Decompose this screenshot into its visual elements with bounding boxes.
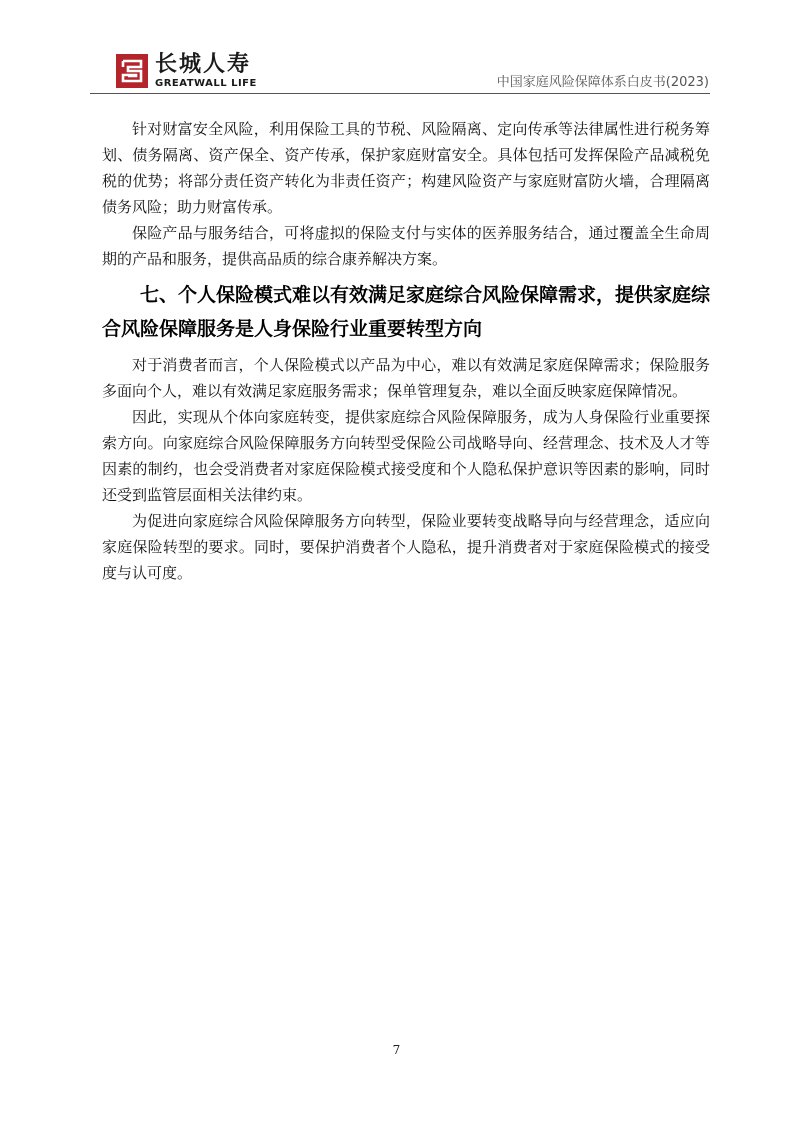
paragraph: 针对财富安全风险，利用保险工具的节税、风险隔离、定向传承等法律属性进行税务筹划、债务隔离、资产保全、资产传承，保护家庭财富安全。具体包括可发挥保险产品减税免税的优势；将部分责任资产转化为非责任资产；构建风险资产与家庭财富防火墙，合理隔离债务风险；助力财富传承。 [102, 120, 710, 216]
section-heading: 七、个人保险模式难以有效满足家庭综合风险保障需求，提供家庭综合风险保障服务是人身保险行业重要转型方向 [102, 284, 711, 340]
paragraph: 为促进向家庭综合风险保障服务方向转型，保险业要转变战略导向与经营理念，适应向家庭保险转型的要求。同时，要保护消费者个人隐私，提升消费者对于家庭保险模式的接受度与认可度。 [102, 512, 710, 582]
page-header [0, 0, 793, 96]
page-content [102, 116, 710, 586]
paragraph: 对于消费者而言，个人保险模式以产品为中心，难以有效满足家庭保障需求；保险服务多面向个人，难以有效满足家庭服务需求；保单管理复杂，难以全面反映家庭保障情况。 [102, 356, 710, 400]
paragraph: 保险产品与服务结合，可将虚拟的保险支付与实体的医养服务结合，通过覆盖全生命周期的产品和服务，提供高品质的综合康养解决方案。 [102, 224, 710, 268]
logo-text-en: GREATWALL LIFE [155, 78, 257, 89]
greatwall-life-seal-logo [116, 54, 148, 88]
paragraph: 因此，实现从个体向家庭转变，提供家庭综合风险保障服务，成为人身保险行业重要探索方向。向家庭综合风险保障服务方向转型受保险公司战略导向、经营理念、技术及人才等因素的制约，也会受消费者对家庭保险模式接受度和个人隐私保护意识等因素的影响，同时还受到监管层面相关法律约束。 [102, 408, 710, 504]
page-number: 7 [392, 1043, 401, 1057]
logo-text-cn: 长城人寿 [155, 51, 252, 77]
header-divider [90, 93, 710, 94]
document-title: 中国家庭风险保障体系白皮书(2023) [496, 75, 709, 90]
